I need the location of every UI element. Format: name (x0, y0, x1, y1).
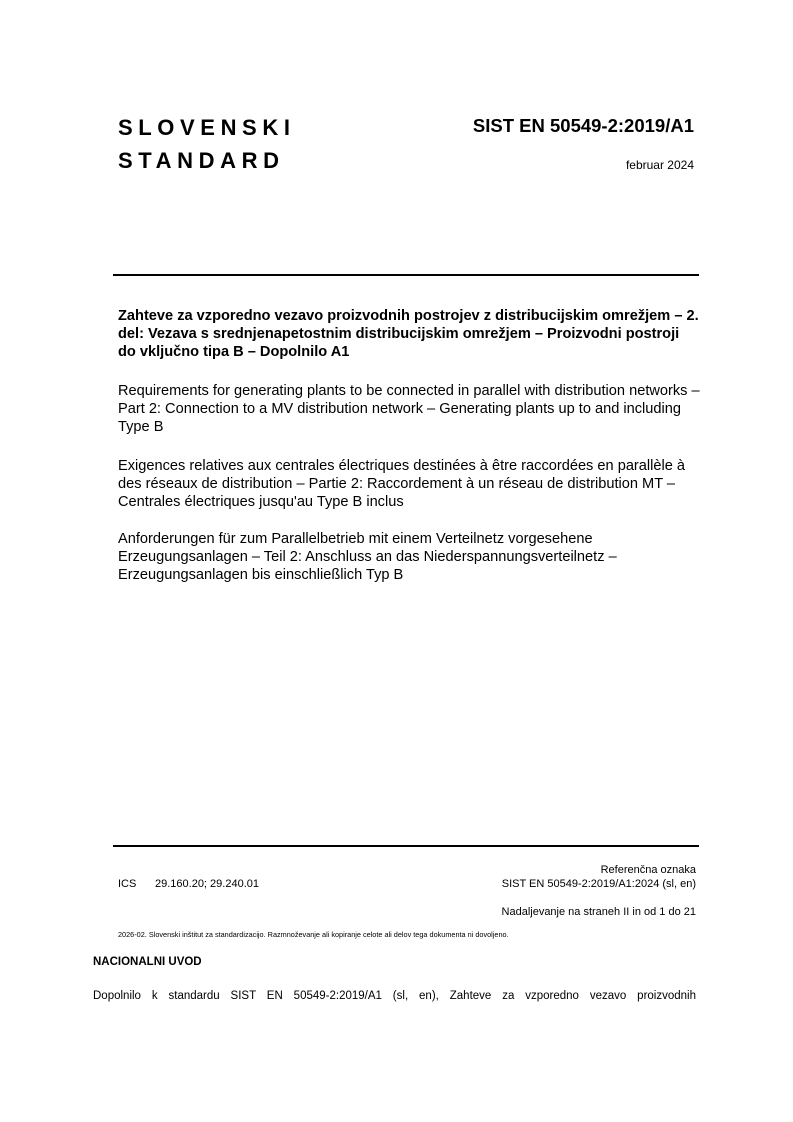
standard-code: SIST EN 50549-2:2019/A1 (472, 115, 694, 136)
brand-line-2: STANDARD (118, 148, 285, 173)
page-continuation: Nadaljevanje na straneh II in od 1 do 21 (501, 906, 696, 918)
title-german: Anforderungen für zum Parallelbetrieb mit einem Verteilnetz vorgesehene Erzeugungsanlagen – Teil 2: Anschluss an das Niederspannungsverteilnetz – Erzeugungsanlagen bis einschließlich Typ B (118, 531, 617, 583)
copyright-notice: 2026-02. Slovenski inštitut za standardizacijo. Razmnoževanje ali kopiranje celote ali delov tega dokumenta ni dovoljeno. (118, 930, 509, 939)
section-heading: NACIONALNI UVOD (93, 956, 202, 968)
brand-line-1: SLOVENSKI (118, 115, 296, 140)
ics-value: 29.160.20; 29.240.01 (155, 878, 259, 890)
top-divider (113, 274, 699, 276)
title-slovenian: Zahteve za vzporedno vezavo proizvodnih postrojev z distribucijskim omrežjem – 2. del: Vezava s srednjenapetostnim distribucijskim omrežjem – Proizvodni postroji do vključno tipa B – Dopolnilo A1 (118, 308, 699, 360)
reference-value: SIST EN 50549-2:2019/A1:2024 (sl, en) (501, 878, 696, 890)
intro-paragraph: Dopolnilo k standardu SIST EN 50549-2:2019/A1 (sl, en), Zahteve za vzporedno vezavo proizvodnih (93, 990, 696, 1002)
ics-label: ICS (118, 878, 137, 890)
reference-label: Referenčna oznaka (600, 864, 696, 876)
footer-divider (113, 845, 699, 847)
title-french: Exigences relatives aux centrales électriques destinées à être raccordées en parallèle à des réseaux de distribution – Partie 2: Raccordement à un réseau de distribution MT – Centrales électriques jusqu'au Type B inclus (118, 458, 686, 510)
title-english: Requirements for generating plants to be connected in parallel with distribution networks – Part 2: Connection to a MV distribution network – Generating plants up to and including Type B (118, 383, 700, 435)
publication-date: februar 2024 (625, 158, 694, 172)
